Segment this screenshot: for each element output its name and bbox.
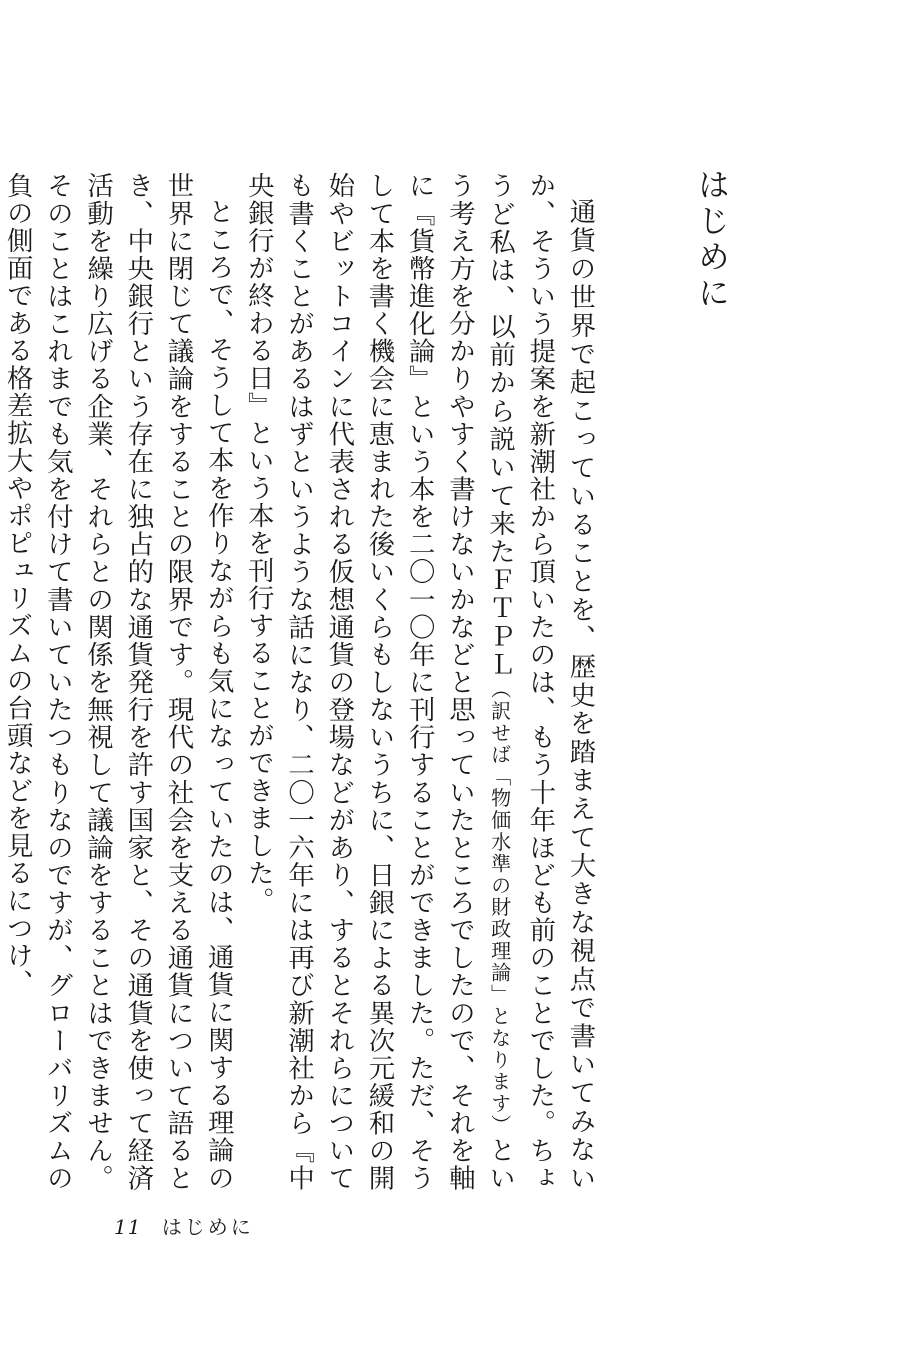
- chapter-title: はじめに: [693, 168, 731, 312]
- paragraph-1: [238, 172, 600, 1192]
- paragraph-1-sentence-1: 通貨の世界で起こっていることを、歴史を踏まえて大きな視点で書いてみないか、そういう提案を新潮社から頂いたのは、もう十年ほども前のことでした。ちょうど私は、以前から説いて来たＦＴＰＬ: [484, 172, 596, 1192]
- page-number: 11: [114, 1215, 142, 1239]
- page-footer: [114, 1212, 254, 1242]
- paragraph-1-sentence-2: という考え方を分かりやすく書けないかなどと思っていたところでしたので、それを軸に『貨幣進化論』という本を二〇一〇年に刊行することができました。ただ、そうして本を書く機会に恵まれた後いくらもしないうちに、日銀による異次元緩和の開始やビットコインに代表される仮想通貨の登場などがあり、するとそれらについても書くことがあるはずというような話になり、二〇一六年には再び新潮社から『中央銀行が終わる日』という本を刊行することができました。: [243, 172, 516, 1192]
- paragraph-2: ところで、そうして本を作りながらも気になっていたのは、通貨に関する理論の世界に閉じて議論をすることの限界です。現代の社会を支える通貨について語るとき、中央銀行という存在に独占的な通貨発行を許す国家と、その通貨を使って経済活動を繰り広げる企業、それらとの関係を無視して議論をすることはできません。そのことはこれまでも気を付けて書いていたつもりなのですが、グローバリズムの負の側面である格差拡大やポピュリズムの台頭などを見るにつけ、: [2, 172, 235, 1192]
- body-text: [2, 172, 600, 1192]
- running-head: はじめに: [161, 1215, 254, 1239]
- paragraph-1-note: （訳せば「物価水準の財政理論」となります）: [487, 678, 512, 1137]
